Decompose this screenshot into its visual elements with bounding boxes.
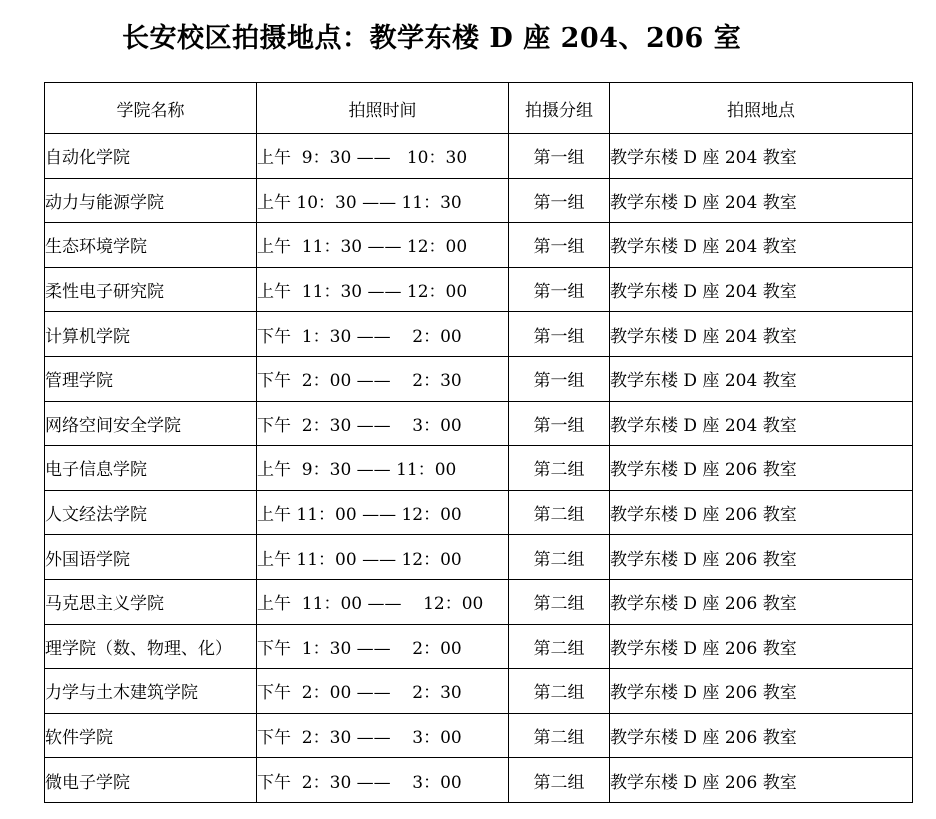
cell-time: 上午 9：30 —— 10：30 [257,134,509,179]
cell-place: 教学东楼 D 座 204 教室 [610,267,913,312]
table-row [45,535,913,580]
cell-college: 管理学院 [45,356,257,401]
cell-time: 上午 11：00 —— 12：00 [257,579,509,624]
cell-group: 第一组 [509,356,610,401]
cell-time: 下午 1：30 —— 2：00 [257,624,509,669]
cell-group: 第二组 [509,713,610,758]
cell-place: 教学东楼 D 座 204 教室 [610,312,913,357]
table-row [45,579,913,624]
column-header-time: 拍照时间 [257,83,509,134]
cell-group: 第一组 [509,178,610,223]
cell-group: 第一组 [509,223,610,268]
cell-group: 第一组 [509,267,610,312]
table-row [45,223,913,268]
cell-group: 第二组 [509,535,610,580]
cell-place: 教学东楼 D 座 206 教室 [610,490,913,535]
table-header-row [45,83,913,134]
cell-time: 上午 9：30 —— 11：00 [257,446,509,491]
table-row [45,401,913,446]
cell-place: 教学东楼 D 座 204 教室 [610,401,913,446]
cell-group: 第一组 [509,401,610,446]
cell-time: 上午 10：30 —— 11：30 [257,178,509,223]
cell-place: 教学东楼 D 座 206 教室 [610,713,913,758]
table-row [45,267,913,312]
cell-college: 理学院（数、物理、化） [45,624,257,669]
cell-college: 自动化学院 [45,134,257,179]
cell-place: 教学东楼 D 座 206 教室 [610,624,913,669]
table-row [45,624,913,669]
cell-place: 教学东楼 D 座 206 教室 [610,535,913,580]
cell-college: 力学与土木建筑学院 [45,669,257,714]
cell-college: 外国语学院 [45,535,257,580]
cell-time: 上午 11：30 —— 12：00 [257,223,509,268]
cell-place: 教学东楼 D 座 204 教室 [610,223,913,268]
cell-time: 下午 1：30 —— 2：00 [257,312,509,357]
cell-place: 教学东楼 D 座 206 教室 [610,579,913,624]
cell-time: 上午 11：30 —— 12：00 [257,267,509,312]
cell-college: 电子信息学院 [45,446,257,491]
column-header-group: 拍摄分组 [509,83,610,134]
cell-college: 动力与能源学院 [45,178,257,223]
column-header-place: 拍照地点 [610,83,913,134]
cell-time: 下午 2：30 —— 3：00 [257,758,509,803]
cell-place: 教学东楼 D 座 206 教室 [610,446,913,491]
table-row [45,134,913,179]
page-title: 长安校区拍摄地点：教学东楼 D 座 204、206 室 [122,23,742,54]
table-row [45,356,913,401]
cell-group: 第二组 [509,446,610,491]
column-header-college: 学院名称 [45,83,257,134]
cell-group: 第二组 [509,758,610,803]
cell-group: 第一组 [509,312,610,357]
cell-place: 教学东楼 D 座 204 教室 [610,178,913,223]
cell-group: 第二组 [509,624,610,669]
cell-time: 下午 2：30 —— 3：00 [257,713,509,758]
photo-schedule-table [44,82,913,803]
cell-college: 人文经法学院 [45,490,257,535]
cell-college: 生态环境学院 [45,223,257,268]
cell-group: 第一组 [509,134,610,179]
cell-time: 上午 11：00 —— 12：00 [257,535,509,580]
table-row [45,713,913,758]
cell-time: 下午 2：00 —— 2：30 [257,669,509,714]
table-row [45,758,913,803]
cell-group: 第二组 [509,579,610,624]
cell-college: 计算机学院 [45,312,257,357]
table-row [45,669,913,714]
cell-college: 微电子学院 [45,758,257,803]
cell-college: 软件学院 [45,713,257,758]
cell-place: 教学东楼 D 座 204 教室 [610,134,913,179]
cell-group: 第二组 [509,490,610,535]
table-row [45,446,913,491]
cell-place: 教学东楼 D 座 206 教室 [610,669,913,714]
cell-college: 柔性电子研究院 [45,267,257,312]
cell-group: 第二组 [509,669,610,714]
cell-college: 马克思主义学院 [45,579,257,624]
table-row [45,312,913,357]
table-row [45,490,913,535]
cell-place: 教学东楼 D 座 206 教室 [610,758,913,803]
table-row [45,178,913,223]
cell-place: 教学东楼 D 座 204 教室 [610,356,913,401]
cell-time: 下午 2：00 —— 2：30 [257,356,509,401]
cell-time: 下午 2：30 —— 3：00 [257,401,509,446]
cell-college: 网络空间安全学院 [45,401,257,446]
cell-time: 上午 11：00 —— 12：00 [257,490,509,535]
